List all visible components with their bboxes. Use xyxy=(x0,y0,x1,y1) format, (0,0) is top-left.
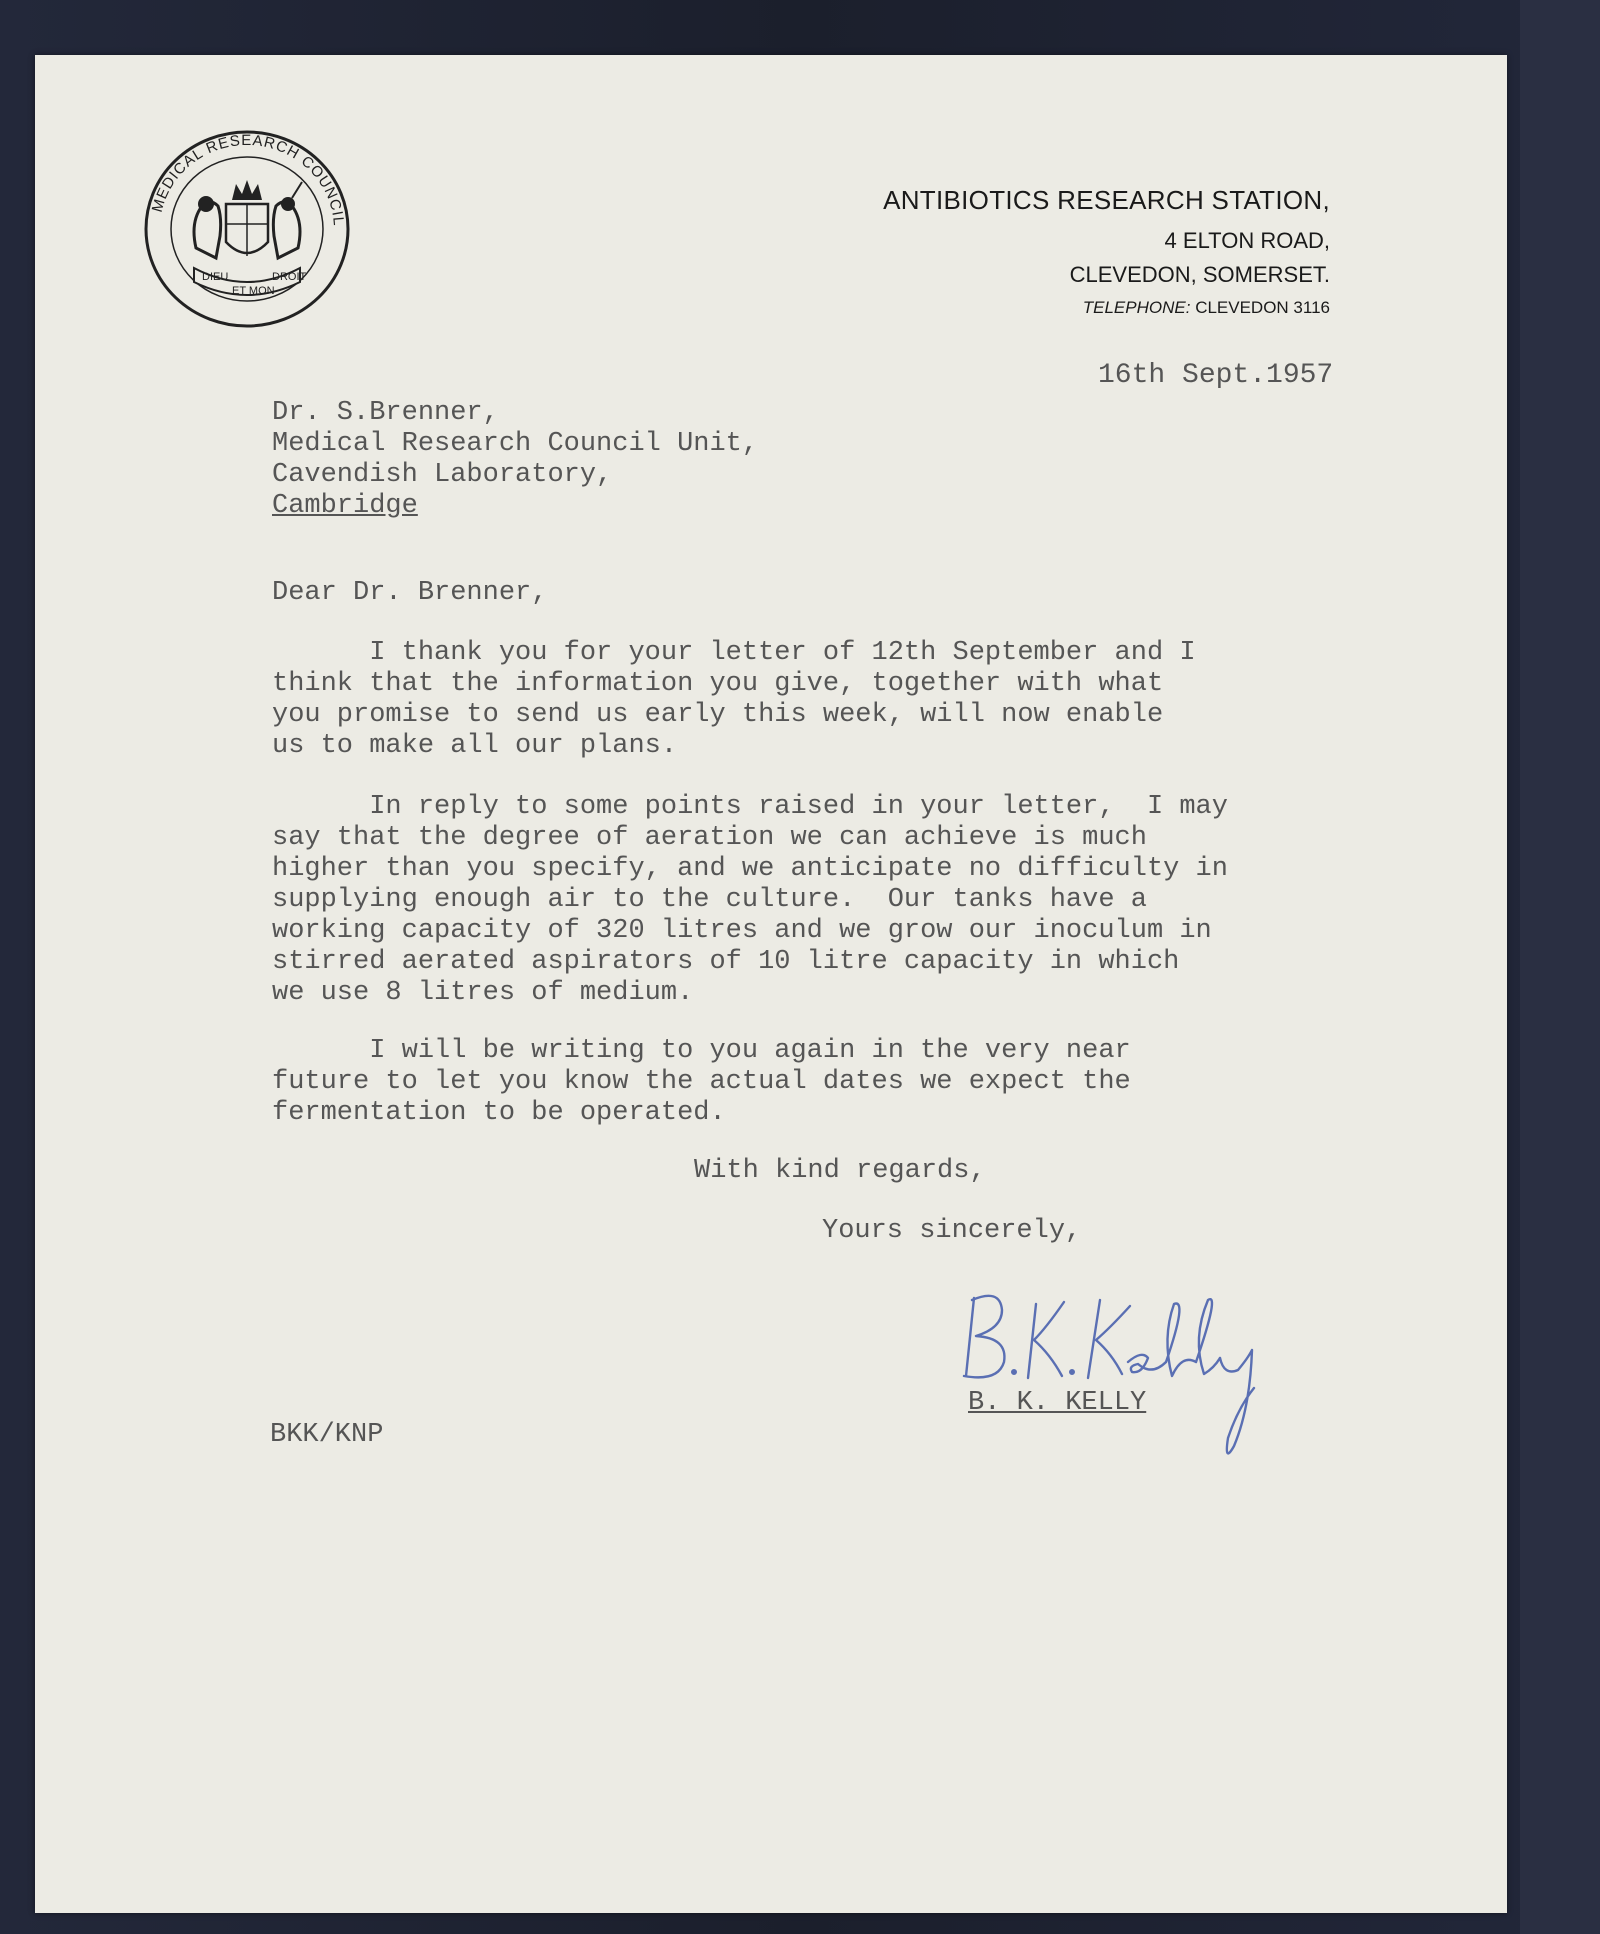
recipient-address xyxy=(272,398,758,522)
telephone-value: CLEVEDON 3116 xyxy=(1195,298,1330,317)
paragraph-line: working capacity of 320 litres and we grow our inoculum in xyxy=(272,916,1212,946)
folder-edge xyxy=(1520,0,1600,1934)
salutation: Dear Dr. Brenner, xyxy=(272,578,548,608)
recipient-line2: Cavendish Laboratory, xyxy=(272,460,613,490)
paragraph-line: you promise to send us early this week, will now enable xyxy=(272,700,1164,730)
paragraph-2 xyxy=(272,792,1228,1009)
paragraph-line: fermentation to be operated. xyxy=(272,1098,726,1128)
paragraph-line: think that the information you give, together with what xyxy=(272,669,1164,699)
recipient-name: Dr. S.Brenner, xyxy=(272,398,499,428)
closing-sincerely: Yours sincerely, xyxy=(822,1216,1082,1246)
mrc-seal-logo xyxy=(136,118,358,340)
paragraph-line: supplying enough air to the culture. Our tanks have a xyxy=(272,885,1147,915)
signatory-name: B. K. KELLY xyxy=(968,1388,1147,1418)
svg-text:ET MON: ET MON xyxy=(232,285,275,297)
recipient-line1: Medical Research Council Unit, xyxy=(272,429,759,459)
address-street: 4 ELTON ROAD, xyxy=(1164,228,1330,253)
reference-initials: BKK/KNP xyxy=(270,1420,384,1450)
letterhead xyxy=(860,185,1330,318)
letter-date: 16th Sept.1957 xyxy=(1098,360,1334,391)
handwritten-signature xyxy=(952,1258,1312,1468)
svg-text:DROIT: DROIT xyxy=(272,271,307,283)
paragraph-line: say that the degree of aeration we can achieve is much xyxy=(272,823,1147,853)
paragraph-line: higher than you specify, and we anticipate no difficulty in xyxy=(272,854,1228,884)
paragraph-line: In reply to some points raised in your letter, I may xyxy=(272,792,1228,822)
closing-regards: With kind regards, xyxy=(694,1156,986,1186)
paragraph-line: us to make all our plans. xyxy=(272,731,678,761)
telephone xyxy=(860,298,1330,318)
telephone-label: TELEPHONE: xyxy=(1082,298,1191,317)
paragraph-line: stirred aerated aspirators of 10 litre capacity in which xyxy=(272,947,1180,977)
svg-text:DIEU: DIEU xyxy=(202,271,229,283)
svg-text:MEDICAL RESEARCH COUNCIL: MEDICAL RESEARCH COUNCIL xyxy=(148,132,348,227)
organization-name: ANTIBIOTICS RESEARCH STATION, xyxy=(883,185,1330,215)
paragraph-3 xyxy=(272,1036,1131,1129)
paragraph-line: I thank you for your letter of 12th September and I xyxy=(272,638,1196,668)
address-town: CLEVEDON, SOMERSET. xyxy=(1069,262,1330,287)
paragraph-line: we use 8 litres of medium. xyxy=(272,978,694,1008)
recipient-city: Cambridge xyxy=(272,491,418,521)
paragraph-line: I will be writing to you again in the very near xyxy=(272,1036,1131,1066)
paragraph-line: future to let you know the actual dates we expect the xyxy=(272,1067,1131,1097)
paragraph-1 xyxy=(272,638,1196,762)
